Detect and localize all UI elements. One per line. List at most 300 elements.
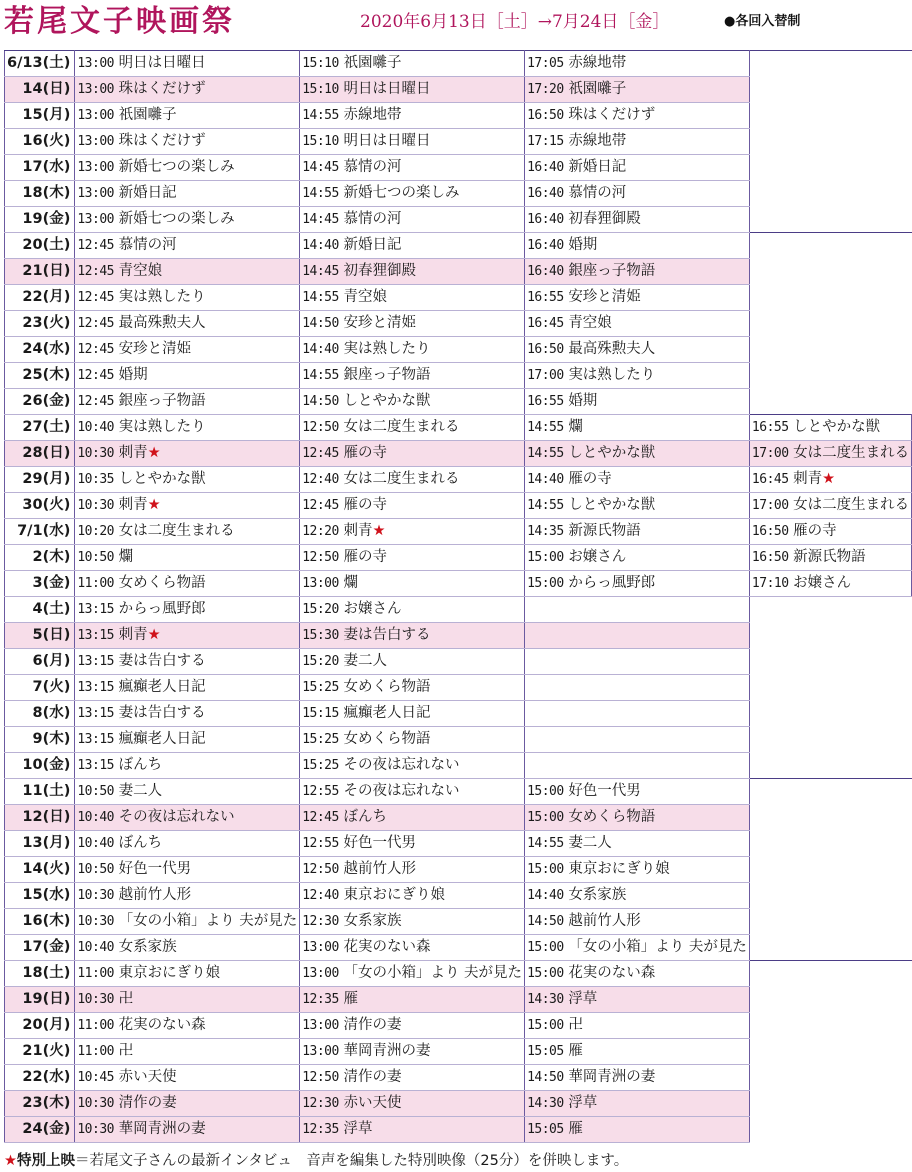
film-title: 女は二度生まれる	[793, 497, 910, 513]
film-title: 好色一代男	[568, 783, 641, 799]
weekday-label: (木)	[42, 367, 71, 383]
film-title: 青空娘	[568, 315, 612, 331]
film-title: 女めくら物語	[118, 575, 206, 591]
date-cell	[5, 1039, 75, 1065]
screening-time: 16:55	[527, 394, 564, 409]
screening-cell	[75, 987, 300, 1013]
empty-cell	[749, 753, 911, 779]
film-title: 清作の妻	[118, 1095, 177, 1111]
screening-time: 10:50	[77, 550, 114, 565]
film-title: 妻は告白する	[118, 705, 206, 721]
film-title: 女系家族	[118, 939, 177, 955]
screening-cell	[525, 597, 750, 623]
screening-time: 16:45	[527, 316, 564, 331]
schedule-row	[5, 441, 912, 467]
screening-cell	[300, 519, 525, 545]
film-title: 卍	[118, 1043, 134, 1059]
date-label: 16	[22, 133, 43, 149]
screening-time: 13:15	[77, 654, 114, 669]
film-title: 瘋癲老人日記	[343, 705, 431, 721]
screening-cell	[300, 441, 525, 467]
empty-cell	[749, 207, 911, 233]
screening-cell	[75, 1013, 300, 1039]
screening-time: 16:40	[527, 212, 564, 227]
screening-cell	[75, 285, 300, 311]
film-title: 赤い天使	[343, 1095, 402, 1111]
page-header	[4, 2, 826, 42]
screening-time: 10:40	[77, 940, 114, 955]
star-icon: ★	[147, 497, 161, 513]
date-cell	[5, 337, 75, 363]
screening-cell	[525, 1013, 750, 1039]
screening-time: 15:00	[527, 550, 564, 565]
screening-time: 13:00	[302, 940, 339, 955]
date-cell	[5, 805, 75, 831]
empty-cell	[749, 909, 911, 935]
date-cell	[5, 441, 75, 467]
screening-time: 15:05	[527, 1122, 564, 1137]
screening-time: 12:45	[77, 316, 114, 331]
film-title: 新婚七つの楽しみ	[118, 211, 235, 227]
schedule-row	[5, 883, 912, 909]
screening-cell	[525, 571, 750, 597]
film-title: 東京おにぎり娘	[568, 861, 670, 877]
screening-time: 11:00	[77, 576, 114, 591]
weekday-label: (月)	[42, 289, 71, 305]
date-cell	[5, 415, 75, 441]
date-label: 15	[22, 107, 43, 123]
screening-cell	[300, 1091, 525, 1117]
schedule-row	[5, 779, 912, 805]
film-title: 雁	[568, 1043, 583, 1059]
screening-time: 14:45	[302, 264, 339, 279]
screening-cell	[75, 649, 300, 675]
film-title: 花実のない森	[568, 965, 656, 981]
date-label: 24	[22, 1121, 43, 1137]
screening-time: 13:15	[77, 628, 114, 643]
screening-cell	[300, 363, 525, 389]
screening-time: 14:30	[527, 1096, 564, 1111]
date-label: 14	[22, 81, 43, 97]
film-title: 雁	[568, 1121, 583, 1137]
screening-time: 13:15	[77, 706, 114, 721]
screening-time: 17:00	[751, 446, 789, 461]
screening-cell	[75, 1065, 300, 1091]
film-title: 浮草	[568, 991, 598, 1007]
date-cell	[5, 1117, 75, 1143]
screening-cell	[300, 701, 525, 727]
empty-cell	[749, 285, 911, 311]
screening-cell	[749, 467, 911, 493]
film-title: 刺青	[118, 445, 148, 461]
screening-time: 12:45	[302, 446, 339, 461]
empty-cell	[749, 1013, 911, 1039]
empty-cell	[749, 103, 911, 129]
film-title: 祇園囃子	[343, 55, 402, 71]
schedule-row	[5, 935, 912, 961]
screening-cell	[525, 259, 750, 285]
screening-cell	[75, 571, 300, 597]
film-title: 青空娘	[343, 289, 387, 305]
weekday-label: (日)	[42, 627, 71, 643]
screening-time: 12:35	[302, 992, 339, 1007]
schedule-row	[5, 467, 912, 493]
weekday-label: (月)	[42, 107, 71, 123]
weekday-label: (日)	[42, 445, 71, 461]
screening-time: 12:35	[302, 1122, 339, 1137]
schedule-row	[5, 233, 912, 259]
film-title: お嬢さん	[343, 601, 402, 617]
weekday-label: (木)	[42, 1095, 71, 1111]
date-cell	[5, 467, 75, 493]
date-label: 11	[22, 783, 43, 799]
screening-cell	[525, 415, 750, 441]
screening-time: 15:25	[302, 680, 339, 695]
film-title: しとやかな獣	[118, 471, 206, 487]
screening-time: 14:40	[302, 342, 339, 357]
screening-time: 17:00	[527, 368, 564, 383]
film-title: 青空娘	[118, 263, 163, 279]
weekday-label: (土)	[42, 965, 71, 981]
film-title: 銀座っ子物語	[568, 263, 656, 279]
screening-time: 13:00	[302, 966, 339, 981]
film-title: 雁の寺	[793, 523, 837, 539]
film-title: 赤線地帯	[568, 55, 627, 71]
screening-cell	[75, 909, 300, 935]
screening-cell	[300, 233, 525, 259]
date-cell	[5, 519, 75, 545]
screening-time: 12:45	[77, 264, 114, 279]
schedule-row	[5, 727, 912, 753]
empty-cell	[749, 987, 911, 1013]
screening-time: 12:20	[302, 524, 339, 539]
schedule-row	[5, 753, 912, 779]
date-label: 13	[22, 835, 43, 851]
film-title: しとやかな獣	[568, 445, 656, 461]
film-title: 安珍と清姫	[343, 315, 416, 331]
schedule-row	[5, 285, 912, 311]
weekday-label: (木)	[42, 185, 71, 201]
screening-cell	[75, 311, 300, 337]
screening-cell	[75, 51, 300, 77]
screening-cell	[300, 597, 525, 623]
screening-cell	[300, 779, 525, 805]
screening-cell	[75, 727, 300, 753]
weekday-label: (金)	[42, 211, 71, 227]
screening-time: 10:30	[77, 992, 114, 1007]
schedule-row	[5, 415, 912, 441]
screening-cell	[75, 675, 300, 701]
weekday-label: (土)	[42, 601, 71, 617]
film-title: 赤線地帯	[343, 107, 402, 123]
weekday-label: (土)	[42, 783, 71, 799]
screening-cell	[300, 181, 525, 207]
empty-cell	[749, 805, 911, 831]
special-screening-text: ＝若尾文子さんの最新インタビュ 音声を編集した特別映像（25分）を併映します。	[75, 1153, 629, 1169]
weekday-label: (金)	[42, 939, 71, 955]
empty-cell	[749, 831, 911, 857]
screening-cell	[300, 961, 525, 987]
weekday-label: (水)	[42, 1069, 71, 1085]
screening-cell	[300, 155, 525, 181]
empty-cell	[749, 857, 911, 883]
empty-cell	[749, 701, 911, 727]
date-cell	[5, 649, 75, 675]
screening-cell	[75, 103, 300, 129]
screening-cell	[300, 389, 525, 415]
screening-time: 12:45	[77, 342, 114, 357]
screening-cell	[749, 519, 911, 545]
date-label: 9	[32, 731, 43, 747]
screening-cell	[300, 467, 525, 493]
film-title: 刺青	[118, 497, 148, 513]
film-title: 花実のない森	[343, 939, 431, 955]
screening-time: 10:30	[77, 888, 114, 903]
film-title: 珠はくだけず	[118, 81, 206, 97]
screening-time: 15:05	[527, 1044, 564, 1059]
date-label: 20	[22, 1017, 43, 1033]
date-label: 7	[32, 679, 43, 695]
screening-cell	[300, 129, 525, 155]
screening-cell	[525, 233, 750, 259]
schedule-row	[5, 701, 912, 727]
film-title: 新源氏物語	[568, 523, 641, 539]
film-title: 婚期	[118, 367, 148, 383]
film-title: 女は二度生まれる	[343, 419, 460, 435]
empty-cell	[749, 389, 911, 415]
screening-time: 15:00	[527, 966, 564, 981]
screening-time: 14:55	[527, 446, 564, 461]
screening-time: 10:40	[77, 810, 114, 825]
screening-cell	[525, 675, 750, 701]
date-label: 24	[22, 341, 43, 357]
screening-time: 14:35	[527, 524, 564, 539]
screening-time: 16:50	[751, 550, 789, 565]
weekday-label: (火)	[42, 1043, 71, 1059]
screening-cell	[75, 337, 300, 363]
film-title: 新婚日記	[568, 159, 627, 175]
screening-cell	[525, 701, 750, 727]
screening-cell	[525, 727, 750, 753]
date-label: 17	[22, 939, 43, 955]
screening-time: 10:30	[77, 914, 114, 929]
date-label: 16	[22, 913, 43, 929]
film-title: 花実のない森	[118, 1017, 206, 1033]
date-cell	[5, 103, 75, 129]
date-label: 30	[22, 497, 43, 513]
date-label: 6	[32, 653, 43, 669]
screening-time: 10:40	[77, 420, 114, 435]
date-cell	[5, 909, 75, 935]
film-title: お嬢さん	[793, 575, 852, 591]
screening-cell	[525, 467, 750, 493]
screening-cell	[75, 207, 300, 233]
weekday-label: (土)	[42, 237, 71, 253]
screening-time: 10:30	[77, 1096, 114, 1111]
date-label: 17	[22, 159, 43, 175]
film-title: 刺青	[118, 627, 148, 643]
film-title: 初春狸御殿	[343, 263, 416, 279]
screening-cell	[525, 181, 750, 207]
screening-cell	[300, 493, 525, 519]
film-title: 卍	[118, 991, 134, 1007]
screening-time: 13:00	[77, 160, 114, 175]
screening-cell	[525, 987, 750, 1013]
film-title: 祇園囃子	[568, 81, 627, 97]
empty-cell	[749, 597, 911, 623]
screening-cell	[300, 805, 525, 831]
film-title: 婚期	[568, 393, 598, 409]
schedule-row	[5, 909, 912, 935]
screening-cell	[525, 883, 750, 909]
schedule-row	[5, 831, 912, 857]
screening-cell	[75, 805, 300, 831]
screening-time: 14:40	[527, 888, 564, 903]
screening-time: 14:30	[527, 992, 564, 1007]
weekday-label: (土)	[42, 419, 71, 435]
screening-cell	[525, 519, 750, 545]
screening-time: 16:40	[527, 160, 564, 175]
film-title: 好色一代男	[118, 861, 192, 877]
empty-cell	[749, 779, 911, 805]
screening-cell	[300, 415, 525, 441]
date-label: 23	[22, 1095, 43, 1111]
film-title: 浮草	[343, 1121, 373, 1137]
screening-cell	[300, 337, 525, 363]
date-cell	[5, 363, 75, 389]
screening-time: 14:45	[302, 160, 339, 175]
screening-time: 15:00	[527, 1018, 564, 1033]
screening-time: 13:00	[77, 134, 114, 149]
schedule-row	[5, 1117, 912, 1143]
screening-cell	[525, 545, 750, 571]
screening-time: 12:30	[302, 914, 339, 929]
screening-cell	[749, 545, 911, 571]
schedule-row	[5, 259, 912, 285]
screening-cell	[525, 649, 750, 675]
screening-cell	[525, 337, 750, 363]
date-label: 19	[22, 991, 43, 1007]
screening-time: 16:55	[527, 290, 564, 305]
date-cell	[5, 207, 75, 233]
star-icon: ★	[822, 471, 836, 487]
screening-cell	[525, 207, 750, 233]
screening-time: 17:10	[751, 576, 789, 591]
date-cell	[5, 935, 75, 961]
weekday-label: (月)	[42, 835, 71, 851]
date-label: 26	[22, 393, 43, 409]
screening-cell	[749, 441, 911, 467]
screening-time: 15:25	[302, 732, 339, 747]
film-title: 慕情の河	[343, 211, 402, 227]
screening-cell	[300, 623, 525, 649]
screening-time: 12:45	[302, 498, 339, 513]
screening-cell	[75, 1117, 300, 1143]
film-title: 珠はくだけず	[118, 133, 206, 149]
screening-time: 14:55	[527, 836, 564, 851]
screening-time: 12:50	[302, 862, 339, 877]
screening-cell	[300, 909, 525, 935]
empty-cell	[749, 675, 911, 701]
screening-cell	[75, 259, 300, 285]
screening-cell	[525, 51, 750, 77]
screening-time: 10:20	[77, 524, 114, 539]
film-title: 雁の寺	[343, 497, 387, 513]
date-label: 18	[22, 185, 43, 201]
screening-time: 12:45	[77, 368, 114, 383]
date-label: 10	[22, 757, 43, 773]
screening-time: 15:00	[527, 810, 564, 825]
screening-time: 12:50	[302, 1070, 339, 1085]
date-cell	[5, 1091, 75, 1117]
screening-time: 15:10	[302, 56, 339, 71]
screening-time: 16:40	[527, 238, 564, 253]
weekday-label: (水)	[42, 341, 71, 357]
empty-cell	[749, 363, 911, 389]
date-label: 18	[22, 965, 43, 981]
film-title: 珠はくだけず	[568, 107, 656, 123]
weekday-label: (火)	[42, 861, 71, 877]
screening-cell	[749, 415, 911, 441]
empty-cell	[749, 311, 911, 337]
screening-time: 13:00	[77, 56, 114, 71]
schedule-row	[5, 961, 912, 987]
screening-time: 15:30	[302, 628, 339, 643]
screening-time: 15:00	[527, 862, 564, 877]
screening-cell	[300, 1117, 525, 1143]
screening-time: 14:55	[527, 420, 564, 435]
empty-cell	[749, 77, 911, 103]
film-title: 女は二度生まれる	[343, 471, 460, 487]
film-title: 最高殊勲夫人	[118, 315, 206, 331]
screening-cell	[525, 103, 750, 129]
film-title: 実は熟したり	[568, 367, 656, 383]
screening-cell	[749, 493, 911, 519]
screening-cell	[525, 805, 750, 831]
date-label: 8	[32, 705, 43, 721]
film-title: 最高殊勲夫人	[568, 341, 656, 357]
film-title: 女めくら物語	[343, 731, 431, 747]
film-title: 女系家族	[343, 913, 402, 929]
star-icon: ★	[372, 523, 386, 539]
film-title: 赤線地帯	[568, 133, 627, 149]
empty-cell	[749, 649, 911, 675]
schedule-row	[5, 363, 912, 389]
film-title: 新婚日記	[343, 237, 402, 253]
empty-cell	[749, 623, 911, 649]
screening-time: 12:45	[77, 290, 114, 305]
film-title: 慕情の河	[568, 185, 627, 201]
screening-time: 10:30	[77, 498, 114, 513]
screening-time: 12:50	[302, 420, 339, 435]
screening-cell	[525, 155, 750, 181]
screening-cell	[75, 1039, 300, 1065]
film-title: 東京おにぎり娘	[343, 887, 445, 903]
schedule-row	[5, 1091, 912, 1117]
empty-cell	[749, 727, 911, 753]
screening-cell	[300, 103, 525, 129]
film-title: 新婚七つの楽しみ	[343, 185, 460, 201]
screening-cell	[75, 623, 300, 649]
screening-cell	[525, 311, 750, 337]
empty-cell	[749, 155, 911, 181]
screening-cell	[525, 389, 750, 415]
film-title: 実は熟したり	[118, 419, 206, 435]
date-label: 2	[32, 549, 43, 565]
screening-time: 14:55	[527, 498, 564, 513]
date-label: 29	[22, 471, 43, 487]
screening-cell	[75, 467, 300, 493]
